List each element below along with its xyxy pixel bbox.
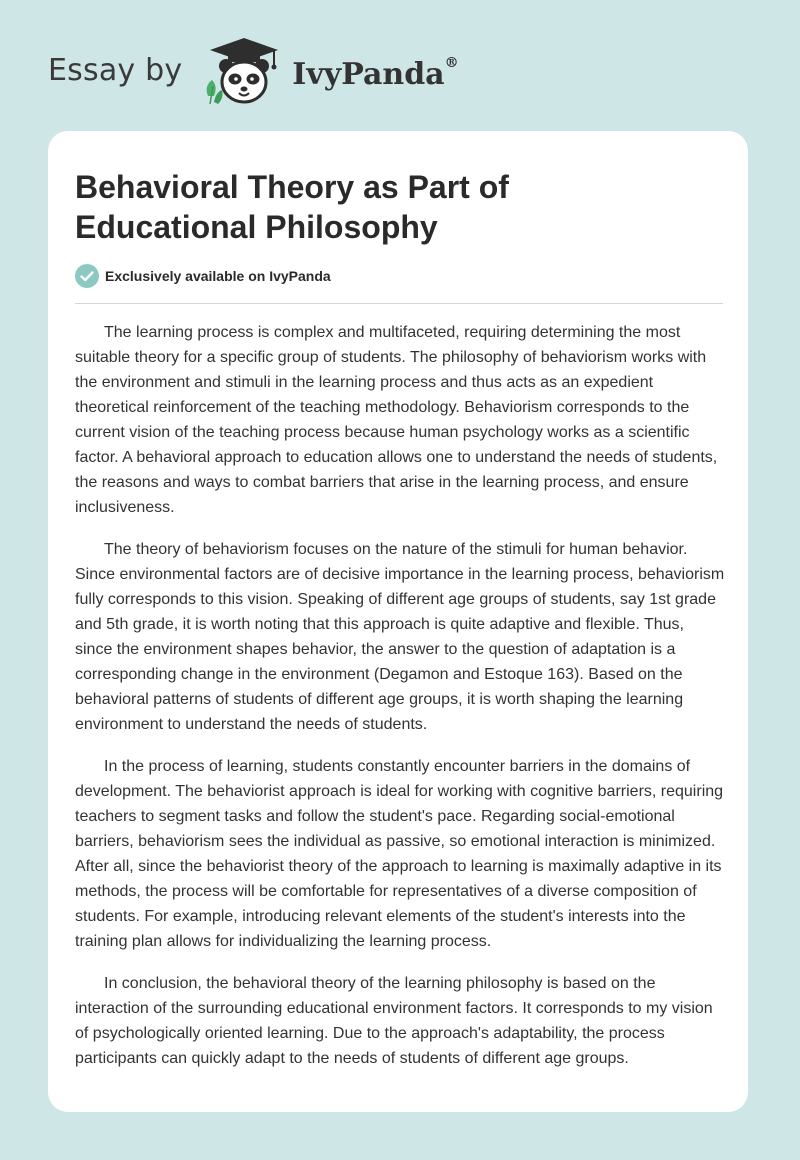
divider [75,303,723,304]
brand-name[interactable] [292,54,459,92]
panda-logo-icon[interactable] [200,36,288,108]
essay-body [75,320,725,1088]
brand-header [48,36,459,108]
paragraph: The theory of behaviorism focuses on the nature of the stimuli for human behavior. Since environmental factors are of decisive importance in the learning process, behaviorism fully corresponds to this vision. Speaking of different age groups of students, say 1st grade and 5th grade, it is worth noting that this approach is quite adaptive and flexible. Thus, since the environment shapes behavior, the answer to the question of adaptation is a corresponding change in the environment (Degamon and Estoque 163). Based on the behavioral patterns of students of different age groups, it is worth shaping the learning environment to understand the needs of students. [75,541,725,733]
paragraph: The learning process is complex and multifaceted, requiring determining the most suitable theory for a specific group of students. The philosophy of behaviorism works with the environment and stimuli in the learning process and thus acts as an expedient theoretical reinforcement of the teaching methodology. Behaviorism corresponds to the current vision of the teaching process because human psychology works as a scientific factor. A behavioral approach to education allows one to understand the needs of students, the reasons and ways to combat barriers that arise in the learning process, and ensure inclusiveness. [75,324,718,516]
essay-card [48,131,748,1112]
check-circle-icon [75,264,99,288]
exclusive-badge [75,264,331,288]
paragraph: In the process of learning, students constantly encounter barriers in the domains of development. The behaviorist approach is ideal for working with cognitive barriers, requiring teachers to segment tasks and follow the student's pace. Regarding social-emotional barriers, behaviorism sees the individual as passive, so emotional interaction is minimized. After all, since the behaviorist theory of the approach to learning is maximally adaptive in its methods, the process will be comfortable for representatives of a diverse composition of students. For example, introducing relevant elements of the student's interests into the training plan allows for individualizing the learning process. [75,758,724,950]
brand-prefix: Essay by [48,52,183,88]
paragraph: In conclusion, the behavioral theory of the learning philosophy is based on the interaction of the surrounding educational environment factors. It corresponds to my vision of psychologically oriented learning. Due to the approach's adaptability, the process participants can quickly adapt to the needs of students of different age groups. [75,975,713,1067]
registered-mark: ® [444,54,459,71]
brand-name-text: IvyPanda [292,56,445,92]
page-title: Behavioral Theory as Part of Educational Philosophy [75,169,509,245]
exclusive-label: Exclusively available on IvyPanda [105,268,331,284]
